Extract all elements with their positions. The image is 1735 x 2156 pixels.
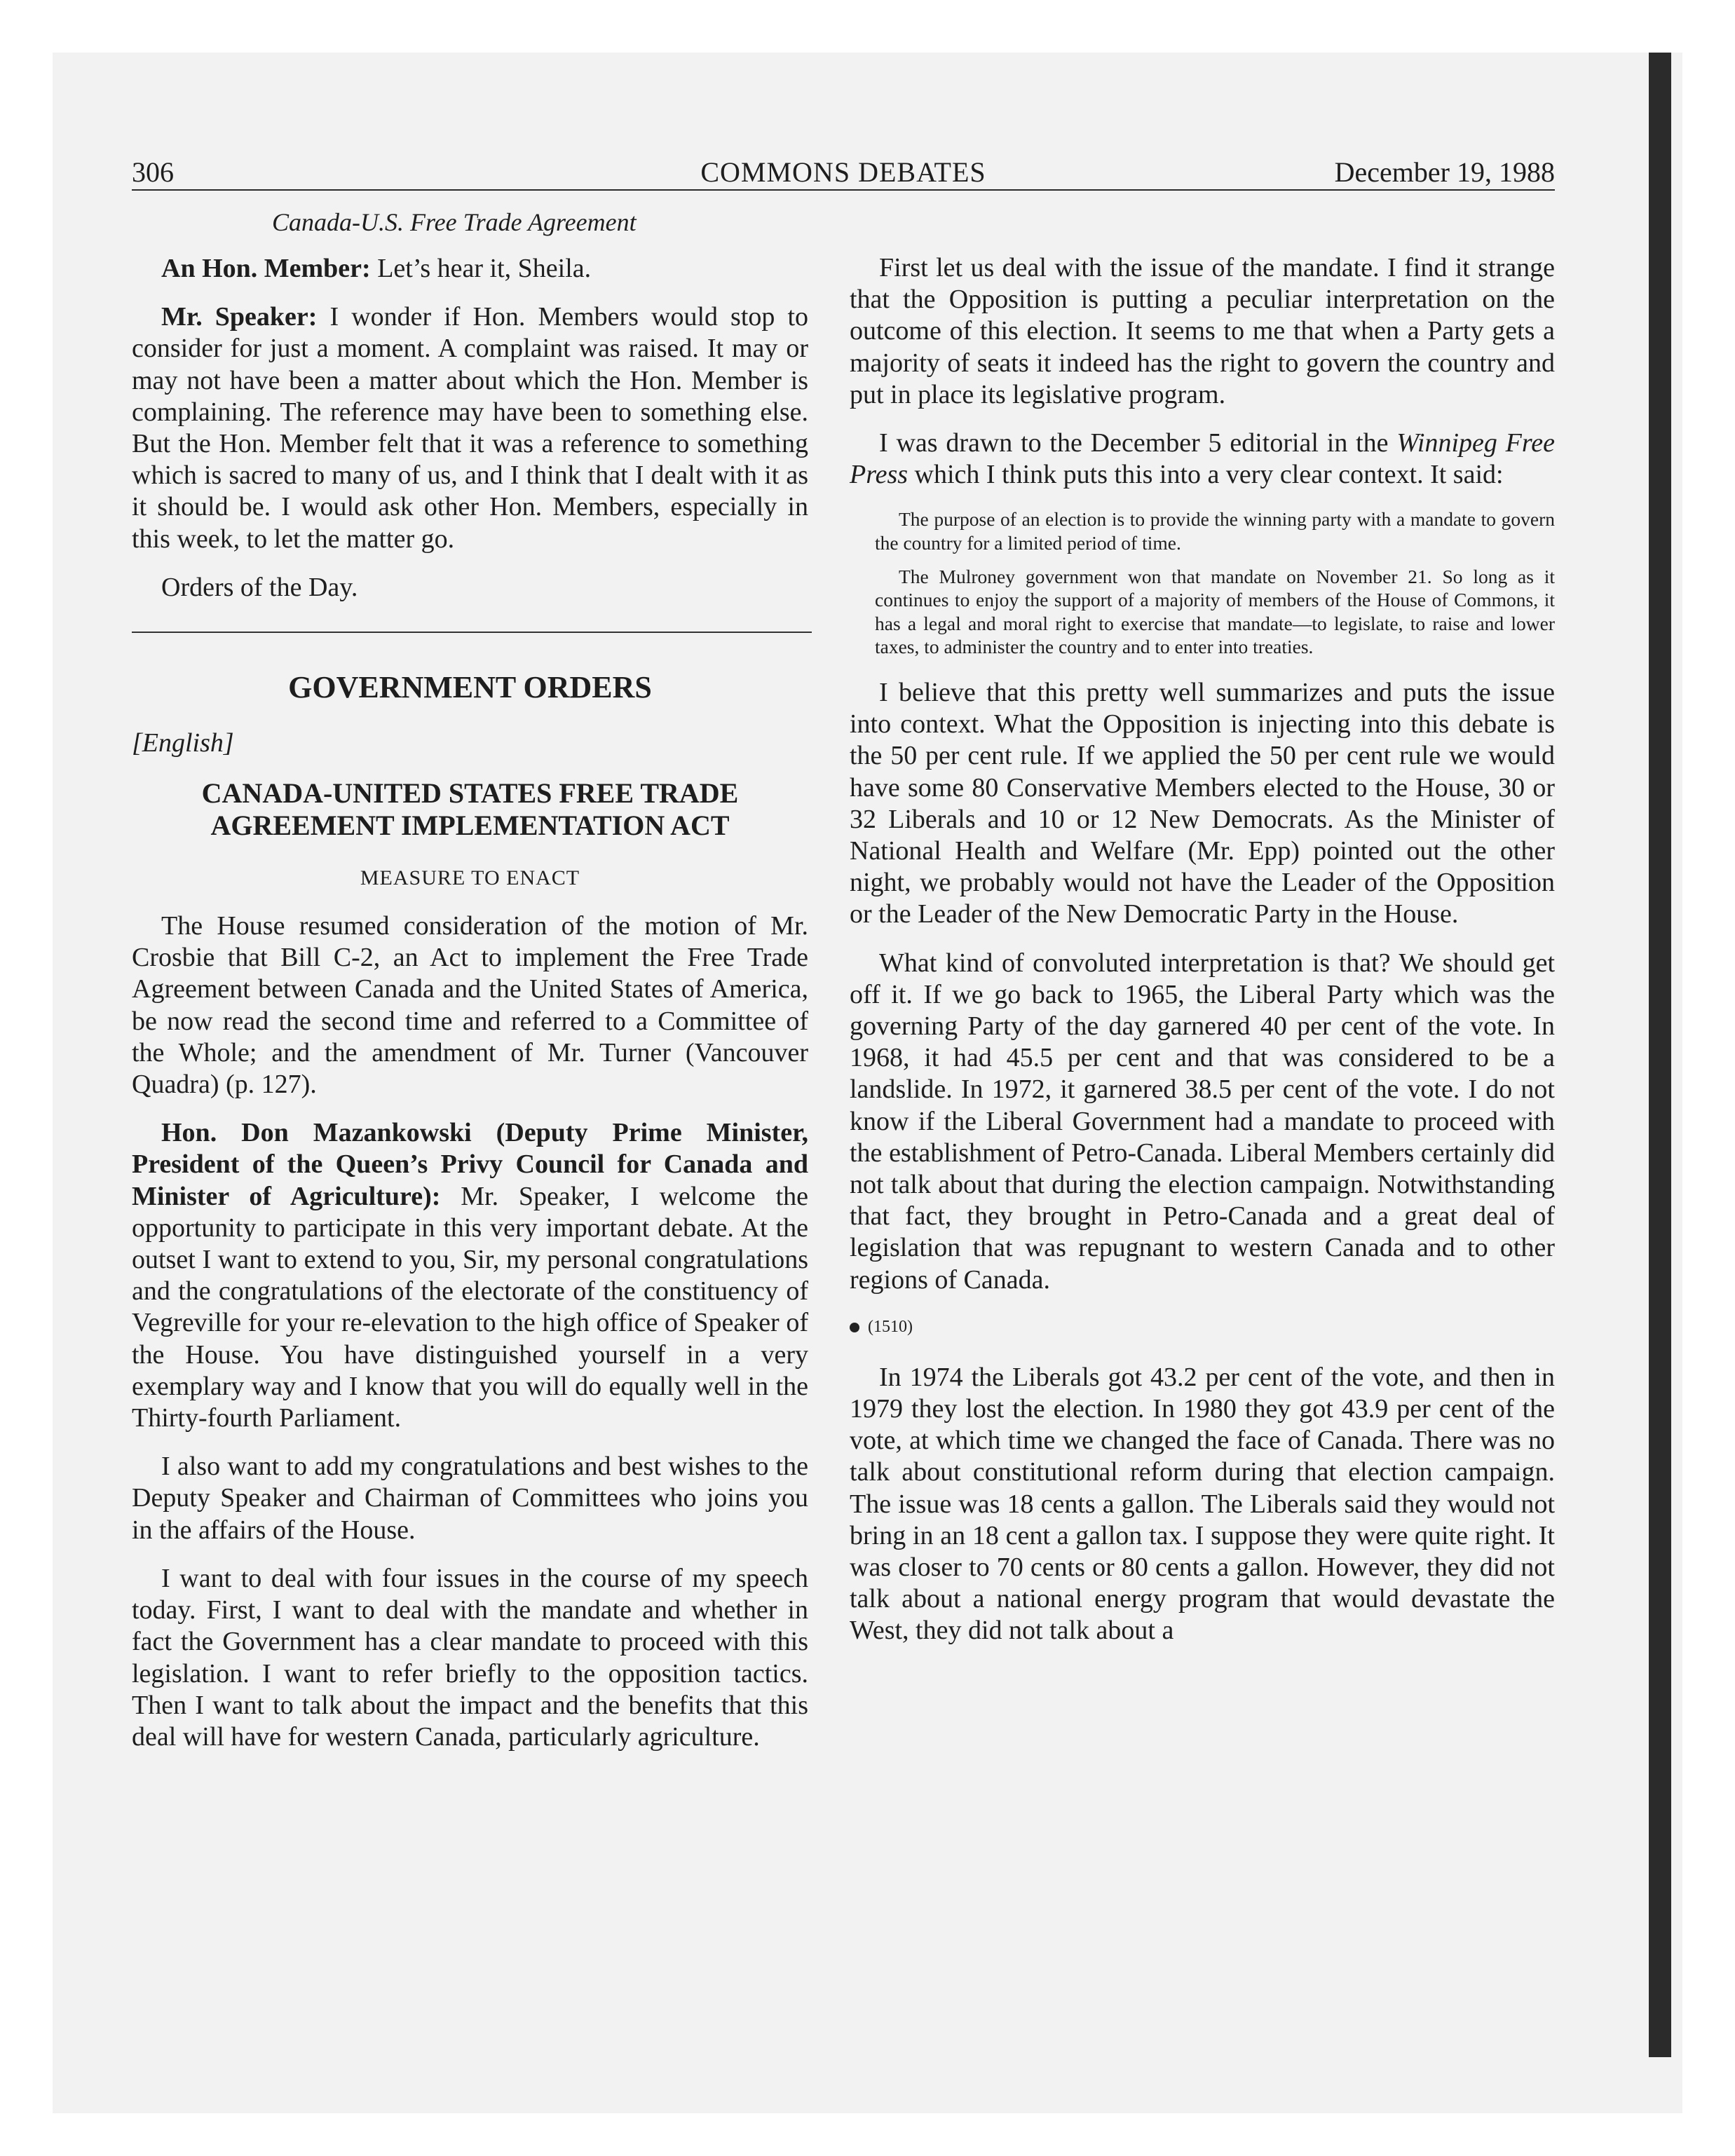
paragraph: Orders of the Day. xyxy=(161,572,358,602)
language-tag: [English] xyxy=(132,728,234,758)
section-heading: GOVERNMENT ORDERS xyxy=(288,670,652,705)
paragraph: First let us deal with the issue of the mandate. I find it strange that the Opposition is putting a peculiar interpretation on the outcome of this election. It seems to me that when a Party gets a majority of seats it indeed has the right to govern the country and put in place its legislative program. xyxy=(850,253,1555,409)
header-date: December 19, 1988 xyxy=(1334,156,1555,188)
bill-title-line: AGREEMENT IMPLEMENTATION ACT xyxy=(210,810,730,842)
newspaper-name: Winnipeg Free Press xyxy=(850,428,1555,490)
time-marker xyxy=(850,1313,1555,1341)
paragraph xyxy=(850,428,1555,491)
speaker-name: An Hon. Member: xyxy=(161,254,371,283)
paragraph: The House resumed consideration of the motion of Mr. Crosbie that Bill C-2, an Act to implement the Free Trade Agreement between Canada and the United States of America, be now read the second time and referred to a Committee of the Whole; and the amendment of Mr. Turner (Vancouver Quadra) (p. 127). xyxy=(132,911,808,1100)
right-column xyxy=(850,252,1555,1664)
scan-edge-bar xyxy=(1649,53,1671,2057)
bill-title-line: CANADA-UNITED STATES FREE TRADE xyxy=(201,777,739,810)
bullet-icon xyxy=(850,1323,859,1332)
publication-title: COMMONS DEBATES xyxy=(700,156,986,188)
paragraph: I want to deal with four issues in the course of my speech today. First, I want to deal with the mandate and whether in fact the Government has a clear mandate to proceed with this legislation. I want to refer briefly to the opposition tactics. Then I want to talk about the impact and the benefits that this deal will have for western Canada, particularly agriculture. xyxy=(132,1563,808,1752)
section-divider xyxy=(132,632,812,633)
subject-line: Canada-U.S. Free Trade Agreement xyxy=(272,208,637,236)
bill-title xyxy=(132,777,808,842)
speaker-name: Mr. Speaker: xyxy=(161,302,318,332)
paragraph: I believe that this pretty well summarizes and puts the issue into context. What the Opposition is injecting into this debate is the 50 per cent rule. If we applied the 50 per cent rule we would have some 80 Conservative Members elected to the House, 30 or 32 Liberals and 10 or 12 New Democrats. As the Minister of National Health and Welfare (Mr. Epp) pointed out the other night, we probably would not have the Leader of the Opposition or the Leader of the New Democratic Party in the House. xyxy=(850,677,1555,929)
paragraph xyxy=(132,301,808,555)
text-run: I was drawn to the December 5 editorial in the xyxy=(879,428,1397,458)
paragraph: I also want to add my congratulations and best wishes to the Deputy Speaker and Chairman of Committees who joins you in the affairs of the House. xyxy=(132,1452,808,1545)
block-quote: The purpose of an election is to provide the winning party with a mandate to govern the country for a limited period of time. xyxy=(875,508,1555,554)
speech-text: I wonder if Hon. Members would stop to consider for just a moment. A complaint was raised. It may or may not have been a matter about which the Hon. Member is complaining. The reference may have been to something else. But the Hon. Member felt that it was a reference to something which is sacred to many of us, and I think that I dealt with it as it should be. I would ask other Hon. Members, especially in this week, to let the matter go. xyxy=(132,302,808,554)
time-marker-text: (1510) xyxy=(868,1317,913,1336)
measure-label: MEASURE TO ENACT xyxy=(360,866,580,890)
speech-text: Let’s hear it, Sheila. xyxy=(370,254,592,283)
speaker-name: Hon. Don Mazankowski (Deputy Prime Minister, President of the Queen’s Privy Council for Canada and Minister of Agriculture): xyxy=(132,1118,808,1211)
paragraph: In 1974 the Liberals got 43.2 per cent of the vote, and then in 1979 they lost the election. In 1980 they got 43.9 per cent of the vote, at which time we changed the face of Canada. There was no talk about constitutional reform during that election campaign. The issue was 18 cents a gallon. The Liberals said they would not bring in an 18 cent a gallon tax. I suppose they were quite right. It was closer to 70 cents or 80 cents a gallon. However, they did not talk about a national energy program that would devastate the West, they did not talk about a xyxy=(850,1362,1555,1646)
speech-text: Mr. Speaker, I welcome the opportunity to participate in this very important debate. At the outset I want to extend to you, Sir, my personal congratulations and the congratulations of the electorate of the constituency of Vegreville for your re-elevation to the high office of Speaker of the House. You have distinguished yourself in a very exemplary way and I know that you will do equally well in the Thirty-fourth Parliament. xyxy=(132,1181,808,1433)
block-quote: The Mulroney government won that mandate on November 21. So long as it continues to enjoy the support of a majority of members of the House of Commons, it has a legal and moral right to exercise that mandate—to legislate, to raise and lower taxes, to administer the country and to enter into treaties. xyxy=(875,565,1555,658)
paragraph: What kind of convoluted interpretation is that? We should get off it. If we go back to 1965, the Liberal Party which was the governing Party of the day garnered 40 per cent of the vote. In 1968, it had 45.5 per cent and that was considered to be a landslide. In 1972, it garnered 38.5 per cent of the vote. I do not know if the Liberal Government had a mandate to proceed with the establishment of Petro-Canada. Liberal Members certainly did not talk about that during the election campaign. Notwithstanding that fact, they brought in Petro-Canada and a great deal of legislation that was repugnant to western Canada and to other regions of Canada. xyxy=(850,948,1555,1295)
paragraph xyxy=(132,1117,808,1434)
left-column xyxy=(132,207,808,1770)
text-run: which I think puts this into a very clear context. It said: xyxy=(908,460,1504,490)
paragraph xyxy=(132,253,808,285)
page-number: 306 xyxy=(132,156,174,188)
running-header xyxy=(132,156,1555,191)
